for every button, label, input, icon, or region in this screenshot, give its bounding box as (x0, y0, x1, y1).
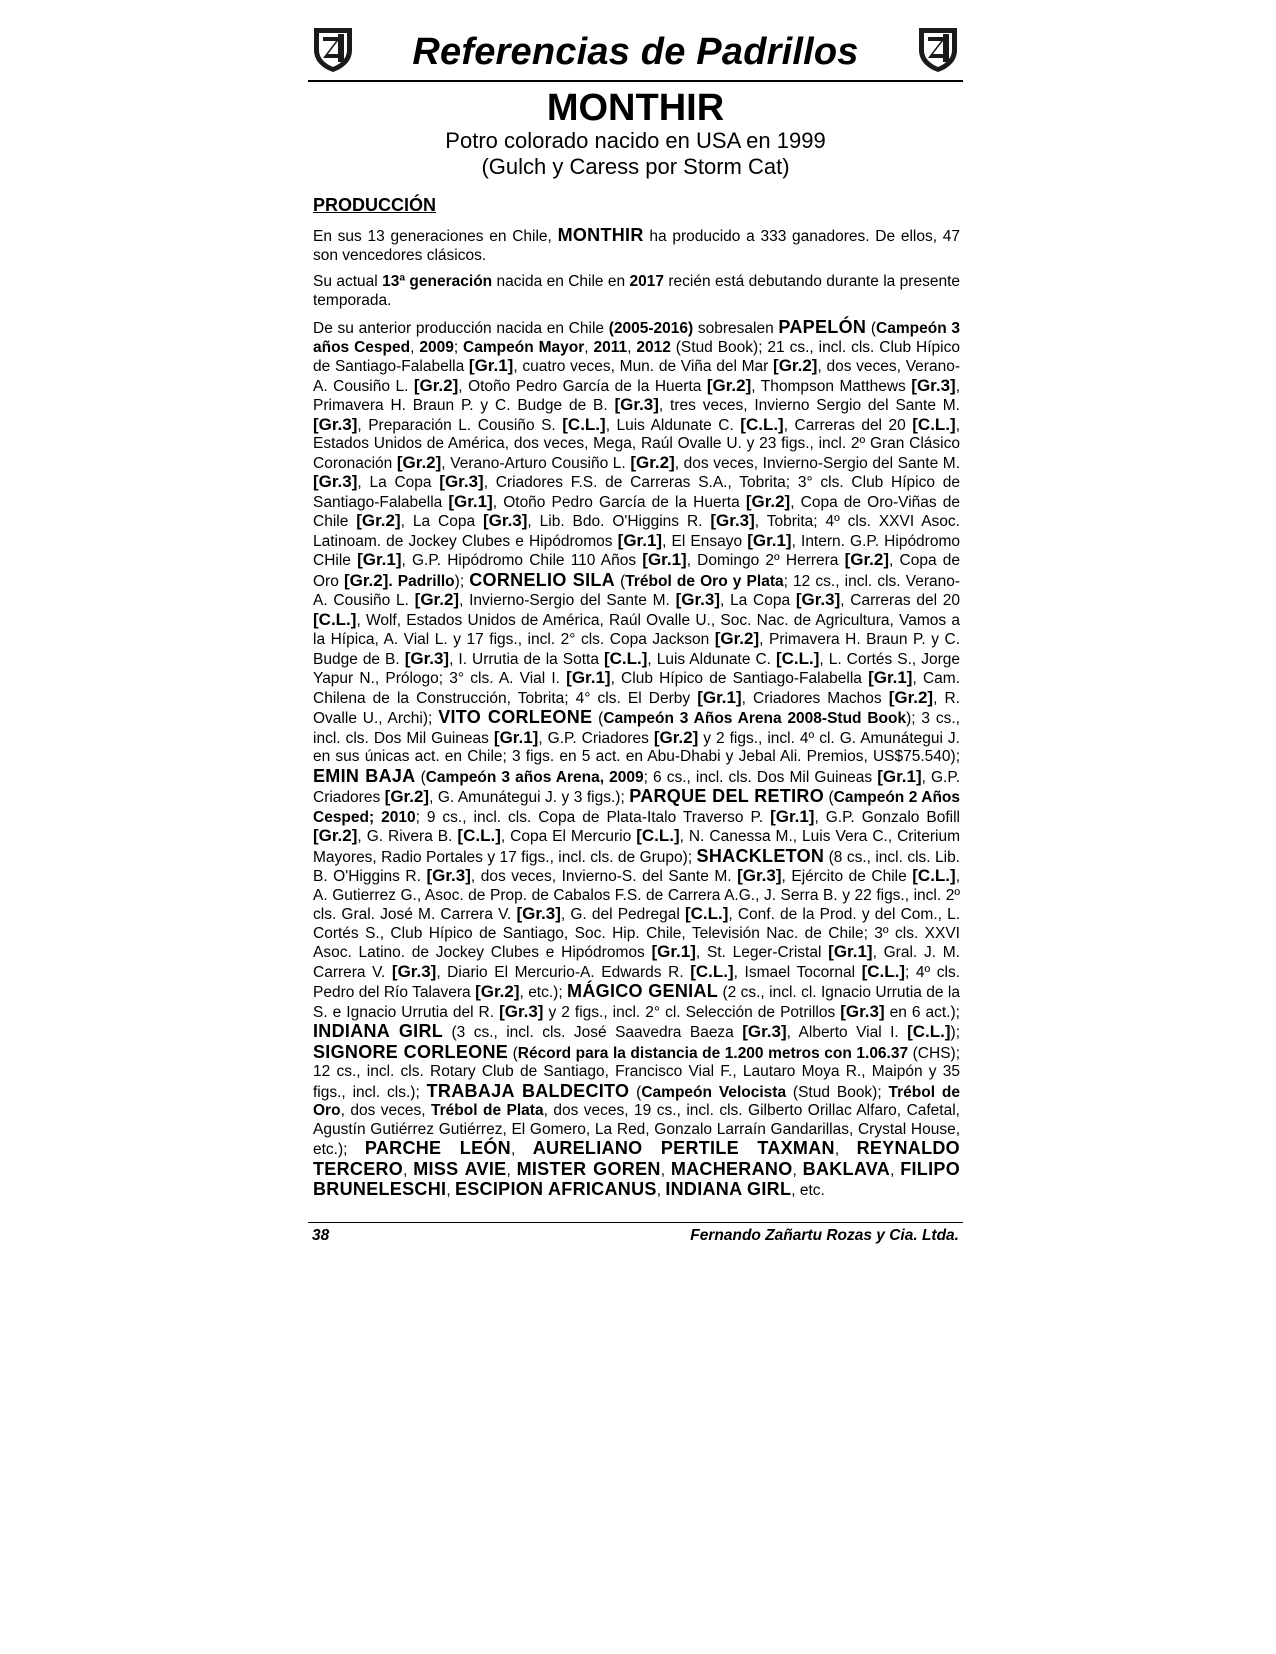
race-grade: [Gr.1] (493, 727, 539, 747)
bold-text: 2012 (636, 338, 671, 356)
text-run: ; 12 cs., incl. cls. Verano-A. Cousiño L. (313, 572, 960, 609)
race-grade: [C.L.] (912, 866, 956, 885)
horse-name: FILIPO BRUNELESCHI (313, 1158, 961, 1199)
race-grade: [C.L.] (562, 414, 606, 434)
text-run: , Domingo 2º Herrera (686, 552, 845, 569)
text-run: ( (866, 320, 877, 337)
horse-name: INDIANA GIRL (313, 1021, 444, 1041)
horse-name: CORNELIO SILA (469, 569, 615, 590)
text-run: , (627, 338, 637, 356)
race-grade: [Gr.1] (357, 550, 402, 569)
text-run: ); (454, 572, 470, 590)
horse-name: ESCIPION AFRICANUS (454, 1179, 657, 1199)
text-run: ); 3 cs., incl. cls. Dos Mil Guineas (313, 710, 960, 747)
race-grade: [Gr.3] (499, 1001, 544, 1021)
text-run: , (890, 1161, 901, 1179)
text-run: (8 cs., incl. cls. Lib. B. O'Higgins R. (313, 848, 960, 885)
race-grade: [Gr.2] (745, 491, 791, 511)
text-run: ( (592, 710, 604, 727)
race-grade: [Gr.3] (742, 1022, 787, 1041)
text-run: , G.P. Hipódromo Chile 110 Años (401, 552, 643, 569)
bold-text: Trébol de Oro (313, 1083, 961, 1119)
race-grade: [C.L.] (684, 904, 729, 923)
bold-text: Campeón 3 Años Arena 2008-Stud Book (603, 710, 907, 727)
race-grade: [Gr.2] (384, 787, 430, 806)
horse-name: MÁGICO GENIAL (567, 981, 719, 1001)
race-grade: [C.L.] (313, 609, 357, 629)
horse-name: EMIN BAJA (313, 765, 416, 786)
text-run: , Verano-Arturo Cousiño L. (441, 454, 631, 472)
text-run: , Thompson Matthews (751, 377, 912, 395)
race-grade: [C.L.] (861, 961, 906, 981)
page (308, 0, 963, 1209)
text-run: , La Copa (400, 513, 484, 530)
text-run: , Estados Unidos de América, dos veces, Mega, Raúl Ovalle U. y 23 figs., incl. 2º Gran Clásico Coronación (313, 416, 960, 472)
text-run: En sus 13 generaciones en Chile, (313, 228, 558, 245)
race-grade: [Gr.2] (844, 550, 890, 569)
text-run: , Wolf, Estados Unidos de América, Raúl Ovalle U., Soc. Nac. de Agricultura, Vamos a la Hípica, A. Vial L. y 17 figs., incl. 2° cls. Copa Jackson (313, 611, 960, 648)
text-run: Su actual (313, 273, 383, 290)
text-run: , dos veces, Invierno-Sergio del Sante M. (674, 454, 961, 472)
text-run: , Club Hípico de Santiago-Falabella (610, 670, 869, 687)
race-grade: [Gr.2] (475, 982, 520, 1001)
text-run: (Stud Book); 21 cs., incl. cls. Club Hípico de Santiago-Falabella (313, 338, 960, 375)
text-run: , N. Canessa M., Luis Vera C., Criterium Mayores, Radio Portales y 17 figs., incl. cls. de Grupo); (313, 828, 960, 866)
text-run: y 2 figs., incl. 4º cl. G. Amunátegui J. en sus únicas act. en Chile; 3 figs. en 5 act. en Abu-Dhabi y Jebal Ali. Premios, US$75.540); (313, 729, 960, 765)
page-header (308, 0, 963, 86)
race-grade: [C.L.] (912, 414, 956, 434)
horse-name: MISTER GOREN (516, 1158, 661, 1179)
text-run: , G.P. Criadores (538, 729, 654, 747)
header-title: Referencias de Padrillos (412, 31, 859, 73)
race-grade: [Gr.2] (343, 570, 389, 590)
race-grade: [Gr.3] (737, 866, 782, 885)
race-grade: [Gr.3] (675, 590, 721, 609)
race-grade: [Gr.3] (404, 648, 450, 668)
race-grade: [Gr.3] (313, 472, 358, 491)
text-run: recién está debutando durante la presente temporada. (313, 273, 961, 309)
race-grade: [Gr.2] (313, 826, 358, 845)
race-grade: [Gr.1] (566, 668, 611, 687)
bold-text: Trébol de Plata (431, 1102, 544, 1119)
race-grade: [Gr.2] (414, 590, 460, 609)
stallion-pedigree: (Gulch y Caress por Storm Cat) (481, 154, 790, 179)
race-grade: [Gr.3] (391, 961, 437, 981)
text-run: , Luis Aldunate C. (605, 416, 741, 434)
text-run: , dos veces, Verano-A. Cousiño L. (313, 358, 960, 395)
text-run: ( (614, 572, 626, 590)
text-run: ( (629, 1083, 642, 1101)
horse-name: PARQUE DEL RETIRO (629, 786, 825, 806)
race-grade: [Gr.2] (630, 452, 675, 472)
text-run: , G. Amunátegui J. y 3 figs.); (429, 789, 630, 806)
text-run: en 6 act.); (884, 1003, 960, 1021)
text-run: , Otoño Pedro García de la Huerta (492, 493, 746, 511)
race-grade: [Gr.3] (911, 375, 956, 395)
paragraph (313, 273, 960, 310)
race-grade: [Gr.2] (714, 629, 760, 648)
production-body (313, 226, 960, 1201)
race-grade: [Gr.3] (614, 395, 659, 414)
text-run: ( (824, 789, 834, 806)
text-run: (2 cs., incl. cl. Ignacio Urrutia de la S. e Ignacio Urrutia del R. (313, 984, 960, 1021)
race-grade: [Gr.1] (468, 356, 514, 375)
race-grade: [Gr.1] (877, 766, 922, 786)
text-run: , (792, 1161, 803, 1179)
race-grade: [Gr.1] (770, 806, 815, 826)
text-run: , (660, 1161, 671, 1179)
text-run: , cuatro veces, Mun. de Viña del Mar (513, 358, 774, 375)
text-run: , Gral. J. M. Carrera V. (313, 944, 960, 981)
race-grade: [Gr.1] (747, 530, 792, 550)
text-run: ( (415, 768, 426, 786)
race-grade: [Gr.2] (706, 375, 752, 395)
race-grade: [Gr.2] (356, 511, 401, 530)
race-grade: [Gr.3] (313, 414, 358, 434)
text-run: , Tobrita; 4º cls. XXVI Asoc. Latinoam. de Jockey Clubes e Hipódromos (313, 513, 960, 550)
text-run: , Alberto Vial I. (786, 1024, 908, 1041)
text-run: , (446, 1182, 455, 1199)
race-grade: [Gr.2] (396, 452, 442, 472)
bold-text: Campeón 2 Años Cesped; 2010 (313, 789, 961, 826)
section-heading: PRODUCCIÓN (313, 195, 437, 215)
race-grade: [Gr.3] (795, 590, 841, 609)
text-run: , dos veces, Invierno-S. del Sante M. (470, 868, 738, 885)
text-run: , (656, 1182, 666, 1199)
race-grade: [Gr.3] (439, 472, 484, 491)
text-run: , Criadores F.S. de Carreras S.A., Tobrita; 3° cls. Club Hípico de Santiago-Falabella (313, 474, 960, 511)
text-run: , etc. (791, 1182, 825, 1199)
horse-name: INDIANA GIRL (665, 1179, 792, 1199)
text-run: , Ismael Tocornal (733, 963, 862, 981)
race-grade: [Gr.2] (653, 727, 699, 747)
page-footer (308, 1222, 963, 1245)
text-run: , I. Urrutia de la Sotta (449, 650, 604, 668)
text-run: , Luis Aldunate C. (647, 650, 776, 668)
race-grade: [C.L.] (636, 826, 680, 845)
race-grade: [Gr.1] (617, 530, 663, 550)
text-run: , Intern. G.P. Hipódromo CHile (313, 532, 960, 569)
race-grade: [C.L.] (457, 826, 501, 845)
paragraph (313, 318, 960, 1201)
text-run: , tres veces, Invierno Sergio del Sante M. (658, 397, 960, 414)
publisher-name: Fernando Zañartu Rozas y Cia. Ltda. (690, 1227, 959, 1244)
race-grade: [Gr.3] (840, 1001, 885, 1021)
race-grade: [Gr.1] (828, 942, 873, 961)
text-run: , Copa de Oro-Viñas de Chile (313, 493, 961, 530)
text-run: , Preparación L. Cousiño S. (357, 416, 563, 434)
bold-text: Campeón 3 años Arena, 2009 (425, 768, 644, 786)
bold-text: Trébol de Oro y Plata (625, 572, 784, 590)
text-run: nacida en Chile en (492, 273, 630, 290)
text-run: , G.P. Gonzalo Bofill (814, 808, 960, 826)
text-run: , dos veces, (340, 1102, 432, 1119)
race-grade: [Gr.3] (710, 511, 755, 530)
text-run: , G. del Pedregal (560, 906, 685, 923)
race-grade: [Gr.1] (697, 687, 742, 707)
text-run: , Otoño Pedro García de la Huerta (458, 377, 707, 395)
text-run: ); (950, 1024, 961, 1041)
text-run: , La Copa (720, 592, 796, 609)
text-run: , R. Ovalle U., Archi); (313, 689, 960, 727)
race-grade: [Gr.3] (516, 904, 561, 923)
race-grade: [Gr.2] (888, 687, 934, 707)
race-grade: [C.L.] (907, 1022, 951, 1041)
text-run: ; 6 cs., incl. cls. Dos Mil Guineas (643, 768, 878, 786)
text-run: ha producido a 333 ganadores. De ellos, 47 son vencedores clásicos. (313, 228, 960, 264)
text-run: , St. Leger-Cristal (695, 944, 829, 961)
race-grade: [Gr.3] (483, 511, 528, 530)
bold-text: 2009 (419, 338, 454, 356)
text-run: , Lib. Bdo. O'Higgins R. (527, 513, 711, 530)
text-run: , Invierno-Sergio del Sante M. (459, 592, 676, 609)
race-grade: [Gr.1] (868, 668, 913, 687)
horse-name: MONTHIR (557, 225, 644, 245)
text-run: , Copa de Oro (313, 552, 960, 590)
text-run: , (510, 1141, 533, 1158)
text-run: , A. Gutierrez G., Asoc. de Prop. de Cabalos F.S. de Carrera A.G., J. Serra B. y 22 figs., incl. 2º cls. Gral. José M. Carrera V. (313, 868, 960, 923)
text-run: , Copa El Mercurio (500, 828, 637, 845)
text-run: , (506, 1161, 517, 1179)
horse-name: PAPELÓN (778, 317, 867, 337)
horse-name: MISS AVIE (413, 1158, 507, 1179)
text-run: De su anterior producción nacida en Chile (313, 320, 609, 337)
bold-text: Campeón Mayor (463, 338, 585, 356)
text-run: , G. Rivera B. (357, 828, 458, 845)
text-run: , etc.); (519, 984, 568, 1001)
text-run: , Primavera H. Braun P. y C. Budge de B. (313, 631, 961, 668)
horse-name: PARCHE LEÓN (364, 1138, 511, 1158)
text-run: sobresalen (693, 320, 779, 337)
text-run: , Cam. Chilena de la Construcción, Tobrita; 4° cls. El Derby (313, 670, 960, 707)
text-run: ; (453, 338, 464, 356)
paragraph (313, 226, 960, 265)
race-grade: [Gr.2] (773, 356, 818, 375)
bold-text: Récord para la distancia de 1.200 metros con 1.06.37 (517, 1044, 909, 1062)
header-rule (308, 80, 963, 82)
text-run: , Primavera H. Braun P. y C. Budge de B. (313, 377, 960, 414)
text-run: , L. Cortés S., Jorge Yapur N., Prólogo; 3° cls. A. Vial I. (313, 650, 961, 687)
text-run: ; 4º cls. Pedro del Río Talavera (313, 963, 961, 1001)
bold-text: 2011 (593, 338, 628, 356)
fzr-shield-logo-icon (913, 24, 963, 74)
horse-name: REYNALDO TERCERO (313, 1138, 960, 1179)
text-run: ( (508, 1044, 518, 1062)
stallion-description: Potro colorado nacido en USA en 1999 (445, 128, 826, 153)
race-grade: [C.L.] (740, 414, 784, 434)
text-run: , (410, 338, 420, 356)
bold-text: 2017 (629, 273, 664, 290)
horse-name: MACHERANO (670, 1158, 793, 1179)
text-run: y 2 figs., incl. 2° cl. Selección de Potrillos (543, 1003, 841, 1021)
page-number: 38 (312, 1227, 330, 1244)
race-grade: [Gr.2] (413, 375, 459, 395)
race-grade: [C.L.] (775, 648, 820, 668)
stallion-name: MONTHIR (546, 87, 725, 129)
horse-name: AURELIANO PERTILE TAXMAN (532, 1138, 835, 1158)
horse-name: TRABAJA BALDECITO (426, 1080, 630, 1101)
text-run: , (834, 1141, 857, 1158)
horse-name: SHACKLETON (696, 845, 825, 866)
text-run: , Carreras del 20 (840, 592, 960, 609)
race-grade: [Gr.3] (426, 866, 471, 885)
text-run: , Criadores Machos (741, 689, 889, 707)
text-run: , El Ensayo (662, 532, 748, 550)
bold-text: . Padrillo (388, 572, 455, 590)
text-run: , Conf. de la Prod. y del Com., L. Cortés S., Club Hípico de Santiago, Soc. Hip. Chile, Televisión Nac. de Chile; 3º cls. XXVI Asoc. Latino. de Jockey Clubes e Hipódromos (313, 906, 961, 961)
race-grade: [Gr.1] (651, 942, 696, 961)
text-run: (3 cs., incl. cls. José Saavedra Baeza (443, 1024, 743, 1041)
bold-text: Campeón Velocista (641, 1083, 787, 1101)
race-grade: [Gr.1] (642, 550, 687, 569)
bold-text: Campeón 3 años Cesped (313, 320, 960, 356)
bold-text: 13ª generación (382, 273, 493, 290)
race-grade: [C.L.] (690, 961, 734, 981)
horse-name: BAKLAVA (802, 1158, 891, 1179)
text-run: , dos veces, 19 cs., incl. cls. Gilberto Orillac Alfaro, Cafetal, Agustín Gutiérrez Gutiérrez, El Gomero, La Red, Gonzalo Larraín Gandarillas, Crystal House, etc.); (313, 1102, 960, 1158)
horse-name: SIGNORE CORLEONE (313, 1041, 509, 1062)
text-run: , (403, 1161, 414, 1179)
text-run: , Carreras del 20 (783, 416, 913, 434)
race-grade: [Gr.1] (448, 491, 493, 511)
text-run: (Stud Book); (786, 1083, 889, 1101)
text-run: , (584, 338, 594, 356)
text-run: , Diario El Mercurio-A. Edwards R. (436, 963, 691, 981)
text-run: (CHS); 12 cs., incl. cls. Rotary Club de Santiago, Francisco Vial F., Lautaro Moya R., Maipón y 35 figs., incl. cls.); (313, 1044, 960, 1101)
text-run: , Ejército de Chile (781, 868, 913, 885)
text-run: ; 9 cs., incl. cls. Copa de Plata-Italo Traverso P. (415, 808, 771, 826)
text-run: , G.P. Criadores (313, 768, 961, 806)
race-grade: [C.L.] (603, 648, 648, 668)
horse-name: VITO CORLEONE (438, 707, 593, 727)
bold-text: (2005-2016) (608, 320, 694, 337)
text-run: , La Copa (357, 474, 440, 491)
